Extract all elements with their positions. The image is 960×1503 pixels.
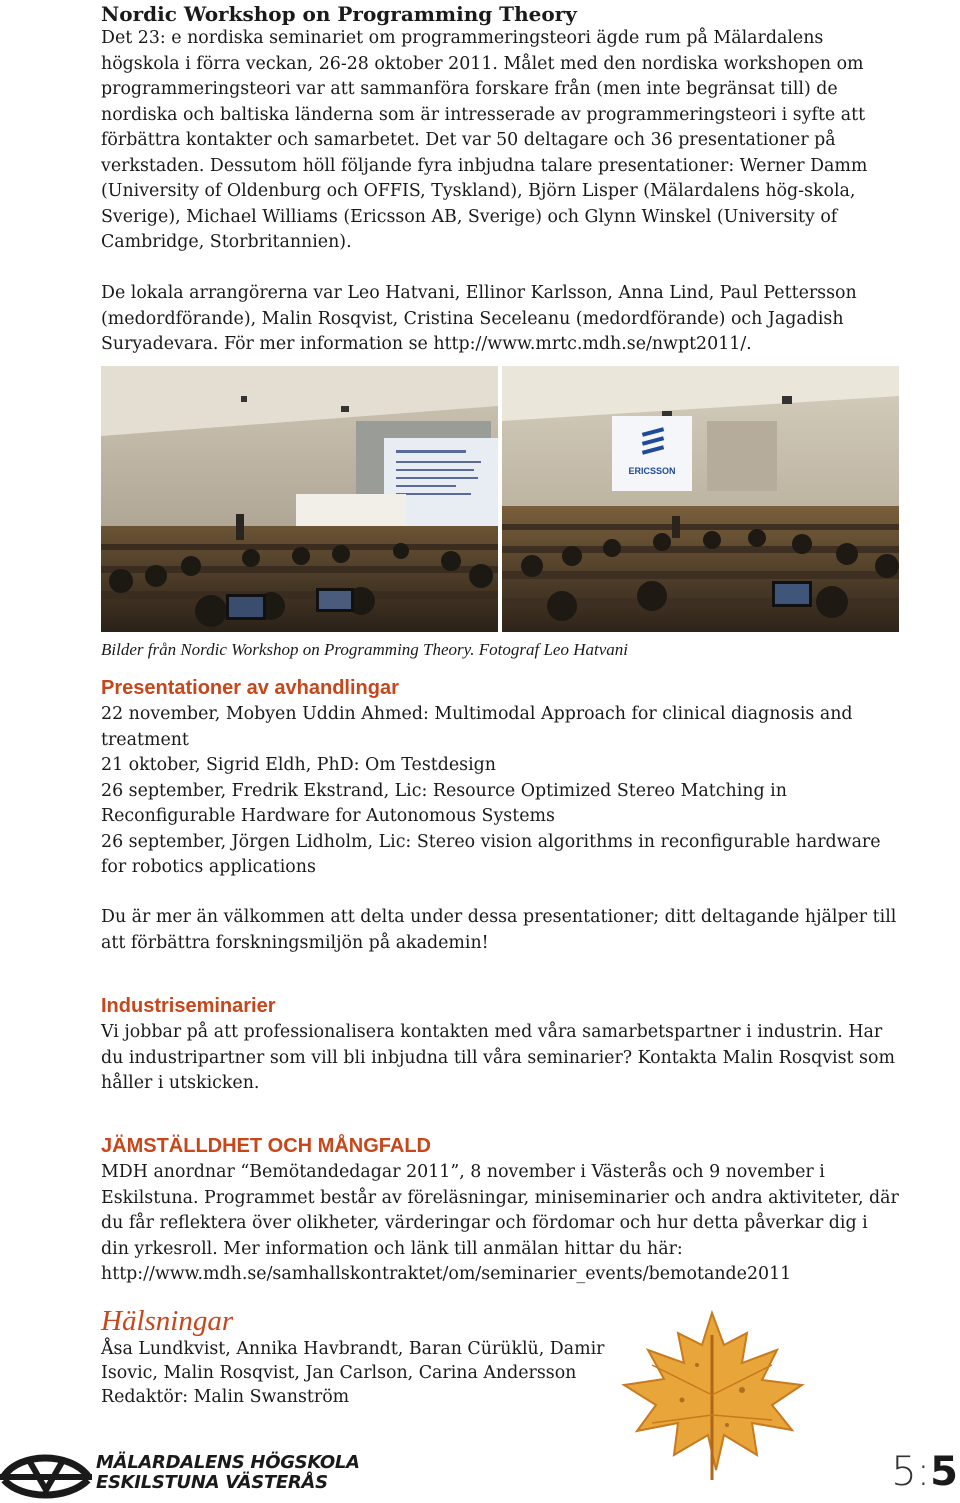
- industry-paragraph: Vi jobbar på att professionalisera kontakten med våra samarbetspartner i industrin. Har du industripartner som vill bli inbjudna till våra seminarier? Kontakta Malin Rosqvist som håller i utskicken.: [101, 1022, 895, 1093]
- page-number: [891, 1448, 958, 1496]
- workshop-photo-2: [502, 366, 899, 632]
- greeting-heading: Hälsningar: [101, 1305, 234, 1337]
- ericsson-slide-text: ERICSSON: [628, 466, 676, 476]
- presentation-list: [101, 702, 901, 881]
- invite-paragraph: Du är mer än välkommen att delta under dessa presentationer; ditt deltagande hjälper till att förbättra forskningsmiljön på akademin!: [101, 907, 897, 953]
- university-logo-icon: [0, 1450, 92, 1502]
- photo-caption: Bilder från Nordic Workshop on Programming Theory. Fotograf Leo Hatvani: [101, 640, 628, 659]
- heading-presentations: Presentationer av avhandlingar: [101, 677, 399, 699]
- list-item: 22 november, Mobyen Uddin Ahmed: Multimodal Approach for clinical diagnosis and treatment: [101, 704, 853, 750]
- logo-line-1: MÄLARDALENS HÖGSKOLA: [96, 1452, 360, 1473]
- list-item: 21 oktober, Sigrid Eldh, PhD: Om Testdesign: [101, 755, 496, 775]
- page-separator: :: [916, 1449, 931, 1495]
- article-paragraph-1: Det 23: e nordiska seminariet om programmeringsteori ägde rum på Mälardalens högskola i förra veckan, 26-28 oktober 2011. Målet med den nordiska workshopen om programmeringsteori var att sammanföra forskare från (men inte begränsat till) de nordiska och baltiska länderna som är intresserade av programmeringsteori i syfte att förbättra kontakter och samarbetet. Det var 50 deltagare och 36 presentationer på verkstaden. Dessutom höll följande fyra inbjudna talare presentationer: Werner Damm (University of Oldenburg och OFFIS, Tyskland), Björn Lisper (Mälardalens hög-skola, Sverige), Michael Williams (Ericsson AB, Sverige) och Glynn Winskel (University of Cambridge, Storbritannien).: [101, 28, 868, 252]
- heading-equality: JÄMSTÄLLDHET OCH MÅNGFALD: [101, 1135, 431, 1157]
- workshop-photo-1: [101, 366, 498, 632]
- editor-line: Redaktör: Malin Swanström: [101, 1387, 350, 1407]
- page-section: 5: [891, 1449, 917, 1495]
- article-title: Nordic Workshop on Programming Theory: [101, 2, 577, 26]
- list-item: 26 september, Fredrik Ekstrand, Lic: Resource Optimized Stereo Matching in Reconfigurable Hardware for Autonomous Systems: [101, 780, 787, 826]
- maple-leaf-icon: [612, 1305, 812, 1495]
- equality-paragraph: MDH anordnar “Bemötandedagar 2011”, 8 november i Västerås och 9 november i Eskilstuna. Programmet består av föreläsningar, miniseminarier och andra aktiviteter, där du får reflektera över olikheter, värderingar och fördomar och hur detta påverkar dig i din yrkesroll. Mer information och länk till anmälan hittar du här: http://www.mdh.se/samhallskontraktet/om/seminarier_events/bemotande2011: [101, 1162, 899, 1284]
- page-current: 5: [930, 1449, 958, 1495]
- university-logo-text: [96, 1453, 360, 1493]
- names-line: Isovic, Malin Rosqvist, Jan Carlson, Carina Andersson: [101, 1363, 577, 1383]
- heading-industry-seminars: Industriseminarier: [101, 995, 276, 1017]
- greeting-names: [101, 1337, 621, 1409]
- list-item: 26 september, Jörgen Lidholm, Lic: Stereo vision algorithms in reconfigurable hardware for robotics applications: [101, 831, 881, 877]
- article-paragraph-2: De lokala arrangörerna var Leo Hatvani, Ellinor Karlsson, Anna Lind, Paul Pettersson (medordförande), Malin Rosqvist, Cristina Seceleanu (medordförande) och Jagadish Suryadevara. För mer information se http://www.mrtc.mdh.se/nwpt2011/.: [101, 283, 857, 354]
- names-line: Åsa Lundkvist, Annika Havbrandt, Baran Cürüklü, Damir: [101, 1339, 605, 1359]
- logo-line-2: ESKILSTUNA VÄSTERÅS: [96, 1472, 328, 1493]
